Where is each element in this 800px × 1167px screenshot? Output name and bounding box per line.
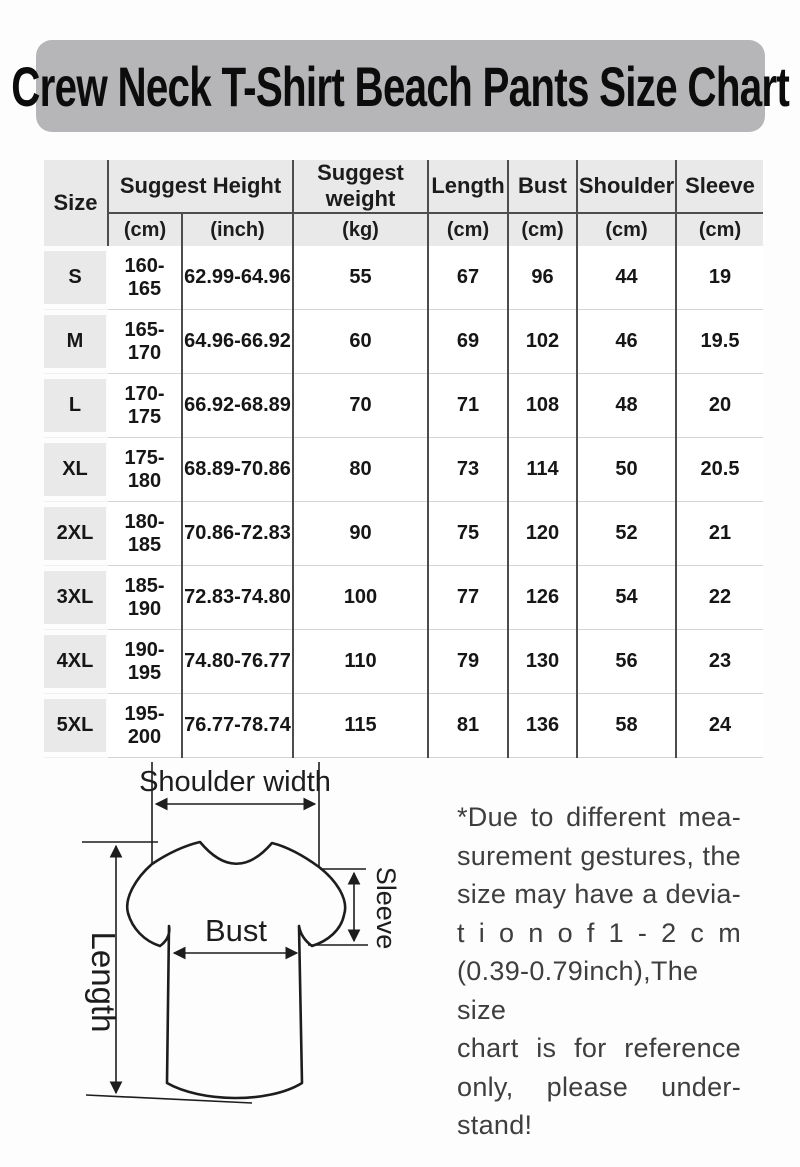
cell-bust: 114 <box>508 438 577 502</box>
disclaimer-line: *Due to different mea- <box>457 802 741 832</box>
cell-height-inch: 74.80-76.77 <box>182 630 293 694</box>
table-row <box>44 246 763 310</box>
header-suggest-weight: Suggest weight <box>293 160 428 213</box>
cell-height-cm: 190-195 <box>108 630 182 694</box>
cell-shoulder: 48 <box>577 374 676 438</box>
cell-length: 77 <box>428 566 508 630</box>
cell-sleeve: 20.5 <box>676 438 763 502</box>
cell-weight-kg: 80 <box>293 438 428 502</box>
cell-shoulder: 54 <box>577 566 676 630</box>
disclaimer-line: surement gestures, the <box>457 840 741 871</box>
cell-bust: 102 <box>508 310 577 374</box>
cell-sleeve: 19.5 <box>676 310 763 374</box>
cell-size <box>44 502 108 566</box>
header-suggest-height: Suggest Height <box>108 160 293 213</box>
disclaimer-text <box>457 798 741 1145</box>
cell-sleeve: 19 <box>676 246 763 310</box>
table-row <box>44 374 763 438</box>
disclaimer-line: t i o n o f 1 - 2 c m <box>457 917 741 948</box>
cell-height-inch: 66.92-68.89 <box>182 374 293 438</box>
unit-bust-cm: (cm) <box>508 213 577 246</box>
table-row <box>44 694 763 758</box>
cell-sleeve: 24 <box>676 694 763 758</box>
title-banner <box>11 40 790 132</box>
disclaimer-line: (0.39-0.79inch),The size <box>457 956 699 1025</box>
cell-weight-kg: 100 <box>293 566 428 630</box>
cell-length: 71 <box>428 374 508 438</box>
length-label: Length <box>85 931 122 1033</box>
cell-weight-kg: 60 <box>293 310 428 374</box>
cell-bust: 136 <box>508 694 577 758</box>
cell-height-cm: 165-170 <box>108 310 182 374</box>
cell-sleeve: 20 <box>676 374 763 438</box>
unit-sleeve-cm: (cm) <box>676 213 763 246</box>
cell-weight-kg: 70 <box>293 374 428 438</box>
cell-shoulder: 52 <box>577 502 676 566</box>
disclaimer-line: stand! <box>457 1110 533 1140</box>
unit-length-cm: (cm) <box>428 213 508 246</box>
cell-height-cm: 195-200 <box>108 694 182 758</box>
size-label: M <box>44 315 106 368</box>
cell-size <box>44 246 108 310</box>
size-label: 3XL <box>44 571 106 624</box>
cell-size <box>44 438 108 502</box>
table-row <box>44 310 763 374</box>
tshirt-measure-diagram <box>40 757 445 1166</box>
page-title: Crew Neck T-Shirt Beach Pants Size Chart <box>11 54 790 118</box>
cell-height-inch: 70.86-72.83 <box>182 502 293 566</box>
cell-size <box>44 374 108 438</box>
table-row <box>44 438 763 502</box>
cell-shoulder: 50 <box>577 438 676 502</box>
size-label: XL <box>44 443 106 496</box>
cell-height-inch: 72.83-74.80 <box>182 566 293 630</box>
cell-bust: 130 <box>508 630 577 694</box>
cell-height-inch: 62.99-64.96 <box>182 246 293 310</box>
header-bust: Bust <box>508 160 577 213</box>
size-table-body <box>44 246 763 758</box>
tshirt-diagram-svg <box>40 757 445 1166</box>
table-row <box>44 502 763 566</box>
cell-length: 79 <box>428 630 508 694</box>
cell-weight-kg: 110 <box>293 630 428 694</box>
cell-length: 69 <box>428 310 508 374</box>
cell-size <box>44 694 108 758</box>
cell-size <box>44 566 108 630</box>
unit-shoulder-cm: (cm) <box>577 213 676 246</box>
sleeve-label: Sleeve <box>371 866 401 950</box>
cell-size <box>44 310 108 374</box>
cell-bust: 96 <box>508 246 577 310</box>
cell-weight-kg: 55 <box>293 246 428 310</box>
cell-height-inch: 64.96-66.92 <box>182 310 293 374</box>
cell-sleeve: 23 <box>676 630 763 694</box>
disclaimer-line: only, please under- <box>457 1071 741 1102</box>
size-label: 2XL <box>44 507 106 560</box>
unit-weight-kg: (kg) <box>293 213 428 246</box>
cell-length: 67 <box>428 246 508 310</box>
size-label: 4XL <box>44 635 106 688</box>
cell-height-cm: 175-180 <box>108 438 182 502</box>
cell-height-cm: 160-165 <box>108 246 182 310</box>
tshirt-outline <box>127 842 345 1098</box>
table-header <box>44 160 763 246</box>
cell-height-cm: 170-175 <box>108 374 182 438</box>
cell-height-cm: 185-190 <box>108 566 182 630</box>
cell-length: 75 <box>428 502 508 566</box>
cell-shoulder: 58 <box>577 694 676 758</box>
cell-bust: 120 <box>508 502 577 566</box>
size-label: S <box>44 251 106 304</box>
bust-label: Bust <box>204 913 268 948</box>
header-length: Length <box>428 160 508 213</box>
cell-size <box>44 630 108 694</box>
size-chart-table <box>44 160 763 758</box>
cell-bust: 108 <box>508 374 577 438</box>
cell-height-inch: 76.77-78.74 <box>182 694 293 758</box>
header-shoulder: Shoulder <box>577 160 676 213</box>
table-row <box>44 630 763 694</box>
unit-height-cm: (cm) <box>108 213 182 246</box>
shoulder-width-label: Shoulder width <box>139 766 331 798</box>
disclaimer-line: size may have a devia- <box>457 879 741 909</box>
cell-sleeve: 21 <box>676 502 763 566</box>
cell-bust: 126 <box>508 566 577 630</box>
header-sleeve: Sleeve <box>676 160 763 213</box>
cell-length: 73 <box>428 438 508 502</box>
cell-height-cm: 180-185 <box>108 502 182 566</box>
disclaimer-line: chart is for reference <box>457 1033 741 1063</box>
cell-shoulder: 56 <box>577 630 676 694</box>
cell-sleeve: 22 <box>676 566 763 630</box>
header-size: Size <box>44 160 108 246</box>
unit-height-inch: (inch) <box>182 213 293 246</box>
cell-weight-kg: 115 <box>293 694 428 758</box>
cell-weight-kg: 90 <box>293 502 428 566</box>
cell-shoulder: 46 <box>577 310 676 374</box>
size-label: L <box>44 379 106 432</box>
size-label: 5XL <box>44 699 106 752</box>
cell-height-inch: 68.89-70.86 <box>182 438 293 502</box>
table-row <box>44 566 763 630</box>
cell-length: 81 <box>428 694 508 758</box>
cell-shoulder: 44 <box>577 246 676 310</box>
